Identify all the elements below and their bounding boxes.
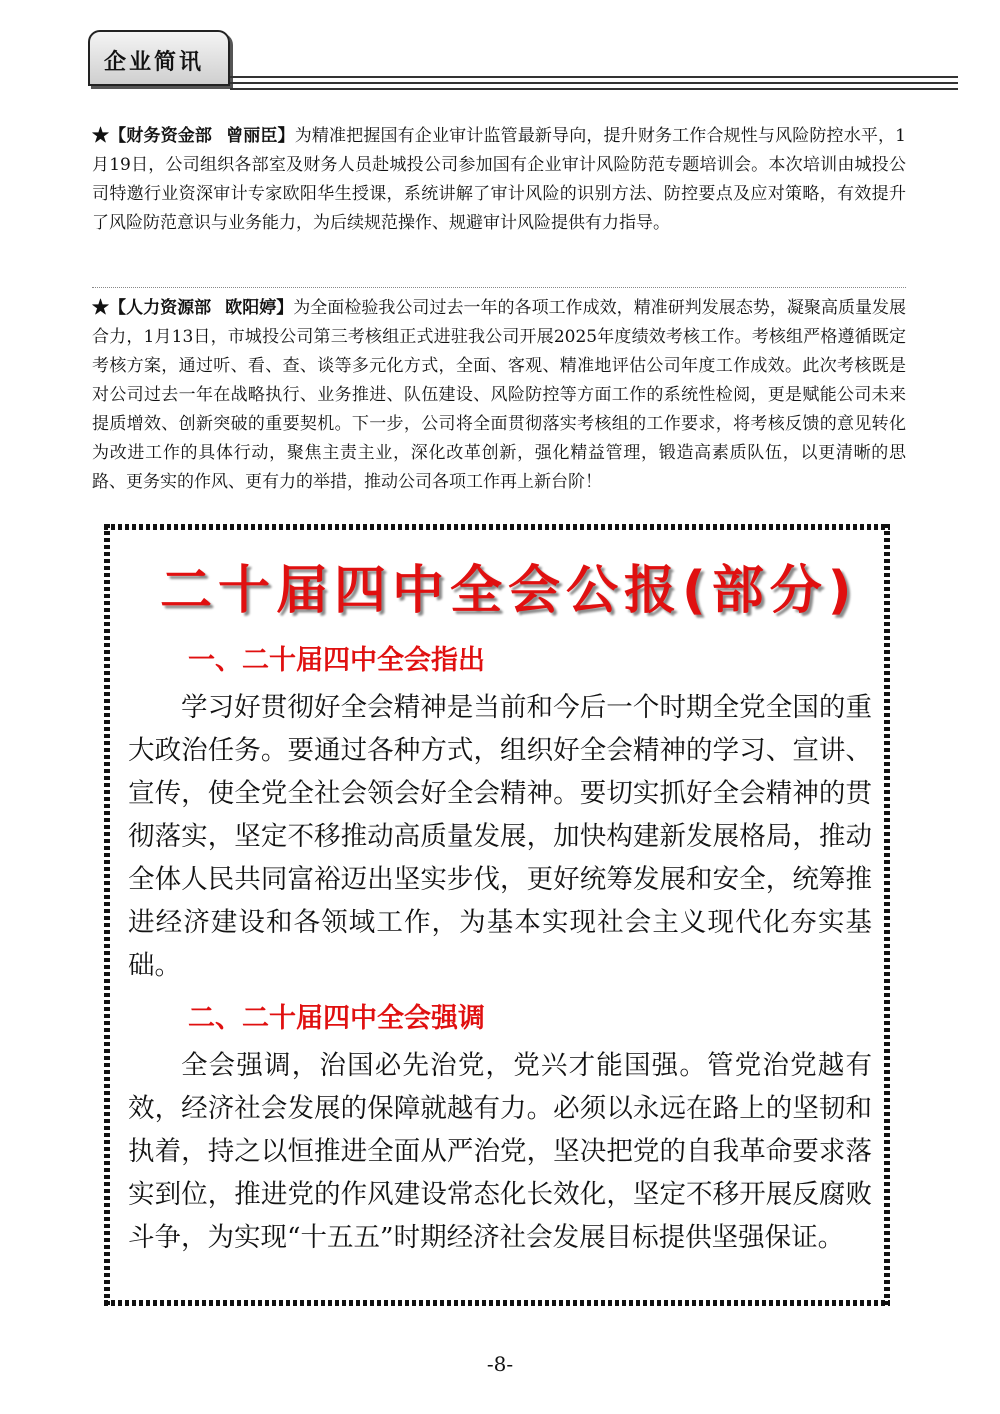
section-body: 全会强调，治国必先治党，党兴才能国强。管党治党越有效，经济社会发展的保障就越有力。必须以永远在路上的坚韧和执着，持之以恒推进全面从严治党，坚决把党的自我革命要求落实到位，推进党的作风建设常态化长效化，坚定不移开展反腐败斗争，为实现“十五五”时期经济社会发展目标提供坚强保证。 — [128, 1050, 872, 1253]
section-heading: 一、二十届四中全会指出 — [188, 645, 485, 676]
article-body: 为全面检验我公司过去一年的各项工作成效，精准研判发展态势，凝聚高质量发展合力，1月13日，市城投公司第三考核组正式进驻我公司开展2025年度绩效考核工作。考核组严格遵循既定考核方案，通过听、看、查、谈等多元化方式，全面、客观、精准地评估公司年度工作成效。此次考核既是对公司过去一年在战略执行、业务推进、队伍建设、风险防控等方面工作的系统性检阅，更是赋能公司未来提质增效、创新突破的重要契机。下一步，公司将全面贯彻落实考核组的工作要求，将考核反馈的意见转化为改进工作的具体行动，聚焦主责主业，深化改革创新，强化精益管理，锻造高素质队伍，以更清晰的思路、更务实的作风、更有力的举措，推动公司各项工作再上新台阶！ — [92, 298, 907, 492]
header-rule — [230, 82, 958, 84]
page-header — [88, 30, 958, 92]
frame-edge-right — [884, 524, 890, 1306]
star-icon: ★ — [92, 298, 110, 318]
header-rule — [230, 88, 958, 90]
divider — [92, 287, 906, 288]
article-body: 为精准把握国有企业审计监管最新导向，提升财务工作合规性与风险防控水平，1月19日，公司组织各部室及财务人员赴城投公司参加国有企业审计风险防范专题培训会。本次培训由城投公司特邀行业资深审计专家欧阳华生授课，系统讲解了审计风险的识别方法、防控要点及应对策略，有效提升了风险防范意识与业务能力，为后续规范操作、规避审计风险提供有力指导。 — [92, 126, 906, 233]
frame-edge-top — [104, 524, 890, 530]
news-article — [92, 122, 906, 238]
frame-edge-bottom — [104, 1300, 890, 1306]
frame-edge-left — [104, 524, 110, 1306]
article-source: 【人力资源部 — [109, 298, 212, 318]
page-number: -8- — [486, 1352, 514, 1376]
section-tab — [88, 30, 230, 86]
section-body: 学习好贯彻好全会精神是当前和今后一个时期全党全国的重大政治任务。要通过各种方式，组织好全会精神的学习、宣讲、宣传，使全党全社会领会好全会精神。要切实抓好全会精神的贯彻落实，坚定不移推动高质量发展，加快构建新发展格局，推动全体人民共同富裕迈出坚实步伐，更好统筹发展和安全，统筹推进经济建设和各领域工作，为基本实现社会主义现代化夯实基础。 — [128, 692, 872, 981]
section-tab-label: 企业简讯 — [104, 50, 205, 75]
bulletin-title: 二十届四中全会公报(部分) — [160, 561, 858, 621]
header-rule — [230, 76, 958, 78]
section-heading: 二、二十届四中全会强调 — [188, 1003, 485, 1034]
article-author: 曾丽臣】 — [226, 126, 295, 146]
article-author: 欧阳婷】 — [225, 298, 294, 318]
star-icon: ★ — [92, 126, 110, 146]
article-source: 【财务资金部 — [109, 126, 213, 146]
news-article — [92, 294, 906, 497]
